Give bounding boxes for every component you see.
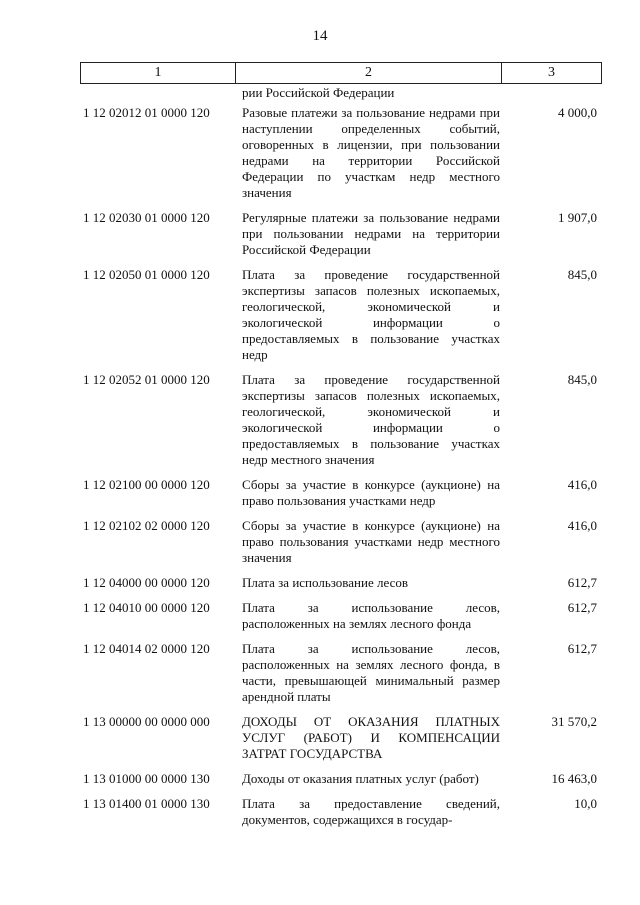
row-name: рии Российской Федерации bbox=[242, 85, 395, 100]
table-row bbox=[80, 771, 602, 787]
table-row bbox=[80, 575, 602, 591]
row-code: 1 12 02030 01 0000 120 bbox=[83, 210, 210, 225]
column-header-code: 1 bbox=[81, 63, 236, 83]
row-name: Плата за проведение государственной экспертизы запасов полезных ископаемых, геологической, экономической и экологической информации о предоставляемых в пользование участках недр bbox=[242, 267, 500, 362]
row-code: 1 12 04014 02 0000 120 bbox=[83, 641, 210, 656]
row-name: Плата за использование лесов, расположенных на землях лесного фонда bbox=[242, 600, 500, 631]
column-header-name: 2 bbox=[236, 63, 502, 83]
row-amount: 416,0 bbox=[567, 518, 597, 533]
table-row bbox=[80, 600, 602, 632]
row-code: 1 13 01000 00 0000 130 bbox=[83, 771, 210, 786]
row-name: Сборы за участие в конкурсе (аукционе) на право пользования участками недр bbox=[242, 477, 500, 508]
row-amount: 10,0 bbox=[574, 796, 597, 811]
row-amount: 31 570,2 bbox=[551, 714, 597, 729]
row-amount: 4 000,0 bbox=[558, 105, 597, 120]
row-code: 1 13 01400 01 0000 130 bbox=[83, 796, 210, 811]
row-code: 1 12 02102 02 0000 120 bbox=[83, 518, 210, 533]
table-row bbox=[80, 105, 602, 201]
page-number: 14 bbox=[312, 28, 328, 44]
table-row bbox=[80, 518, 602, 566]
row-amount: 612,7 bbox=[567, 641, 597, 656]
column-header-amount: 3 bbox=[548, 65, 555, 80]
row-code: 1 12 02100 00 0000 120 bbox=[83, 477, 210, 492]
row-name: Разовые платежи за пользование недрами при наступлении определенных событий, оговоренных в лицензии, при пользовании недрами на территории Российской Федерации по участкам недр местного значения bbox=[242, 105, 500, 200]
row-amount: 612,7 bbox=[567, 600, 597, 615]
row-code: 1 13 00000 00 0000 000 bbox=[83, 714, 210, 729]
table-row bbox=[80, 372, 602, 468]
row-amount: 612,7 bbox=[567, 575, 597, 590]
table-row bbox=[80, 714, 602, 762]
row-name: ДОХОДЫ ОТ ОКАЗАНИЯ ПЛАТНЫХ УСЛУГ (РАБОТ) И КОМПЕНСАЦИИ ЗАТРАТ ГОСУДАРСТВА bbox=[242, 714, 500, 761]
row-code: 1 12 02052 01 0000 120 bbox=[83, 372, 210, 387]
row-name: Плата за проведение государственной экспертизы запасов полезных ископаемых, геологической, экономической и экологической информации о предоставляемых в пользование участках недр местного значения bbox=[242, 372, 500, 467]
row-amount: 16 463,0 bbox=[551, 771, 597, 786]
row-amount: 416,0 bbox=[567, 477, 597, 492]
row-amount: 845,0 bbox=[567, 372, 597, 387]
row-name: Плата за использование лесов, расположенных на землях лесного фонда, в части, превышающей минимальный размер арендной платы bbox=[242, 641, 500, 704]
row-code: 1 12 02012 01 0000 120 bbox=[83, 105, 210, 120]
row-name: Регулярные платежи за пользование недрами при пользовании недрами на территории Российской Федерации bbox=[242, 210, 500, 257]
row-name: Сборы за участие в конкурсе (аукционе) на право пользования участками недр местного значения bbox=[242, 518, 500, 565]
row-amount: 1 907,0 bbox=[558, 210, 597, 225]
table-body bbox=[80, 85, 602, 837]
table-row bbox=[80, 267, 602, 363]
table-row bbox=[80, 641, 602, 705]
row-code: 1 12 02050 01 0000 120 bbox=[83, 267, 210, 282]
row-name: Плата за использование лесов bbox=[242, 575, 408, 590]
continuation-row bbox=[80, 85, 602, 101]
table-row bbox=[80, 210, 602, 258]
table-header bbox=[80, 62, 602, 84]
row-code: 1 12 04010 00 0000 120 bbox=[83, 600, 210, 615]
table-row bbox=[80, 477, 602, 509]
row-name: Плата за предоставление сведений, документов, содержащихся в государ- bbox=[242, 796, 500, 827]
table-row bbox=[80, 796, 602, 828]
row-name: Доходы от оказания платных услуг (работ) bbox=[242, 771, 479, 786]
row-code: 1 12 04000 00 0000 120 bbox=[83, 575, 210, 590]
row-amount: 845,0 bbox=[567, 267, 597, 282]
